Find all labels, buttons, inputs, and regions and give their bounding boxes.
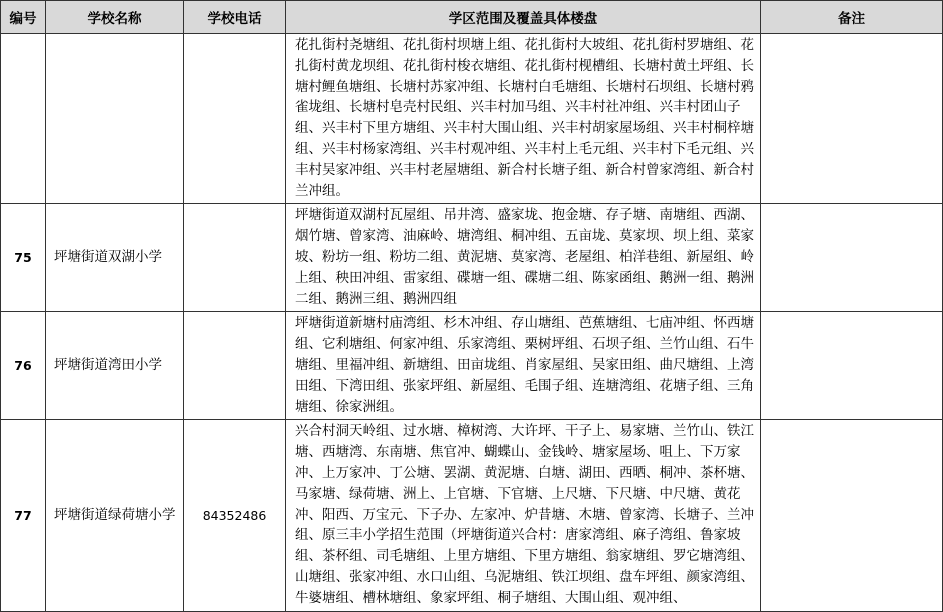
header-school-phone: 学校电话 bbox=[184, 1, 286, 34]
table-row bbox=[1, 204, 943, 312]
row-school-phone: 84352486 bbox=[184, 420, 286, 612]
row-district-scope: 坪塘街道新塘村庙湾组、杉木冲组、存山塘组、芭蕉塘组、七庙冲组、怀西塘组、它利塘组、何家冲组、乐家湾组、栗树坪组、石坝子组、兰竹山组、石牛塘组、里福冲组、新塘组、田亩垅组、肖家屋组、吴家田组、曲尺塘组、上湾田组、下湾田组、张家坪组、新屋组、毛围子组、连塘湾组、花塘子组、三角塘组、徐家洲组。 bbox=[286, 312, 761, 420]
row-school-name: 坪塘街道双湖小学 bbox=[46, 204, 184, 312]
row-school-name: 坪塘街道绿荷塘小学 bbox=[46, 420, 184, 612]
row-school-phone bbox=[184, 34, 286, 204]
table-header bbox=[1, 1, 943, 34]
row-remarks bbox=[761, 312, 943, 420]
table-row bbox=[1, 312, 943, 420]
row-remarks bbox=[761, 420, 943, 612]
table-row bbox=[1, 420, 943, 612]
header-school-name: 学校名称 bbox=[46, 1, 184, 34]
row-school-name bbox=[46, 34, 184, 204]
row-district-scope: 花扎街村尧塘组、花扎街村坝塘上组、花扎街村大坡组、花扎街村罗塘组、花扎街村黄龙坝组、花扎街村梭衣塘组、花扎街村枧槽组、长塘村黄土坪组、长塘村鲤鱼塘组、长塘村苏家冲组、长塘村白毛塘组、长塘村石坝组、长塘村鸦雀垅组、长塘村皂壳村民组、兴丰村加马组、兴丰村社冲组、兴丰村团山子组、兴丰村下里方塘组、兴丰村大围山组、兴丰村胡家屋场组、兴丰村桐梓塘组、兴丰村杨家湾组、兴丰村观冲组、兴丰村上毛元组、兴丰村下毛元组、兴丰村吴家冲组、兴丰村老屋塘组、新合村长塘子组、新合村曾家湾组、新合村兰冲组。 bbox=[286, 34, 761, 204]
row-school-phone bbox=[184, 204, 286, 312]
row-district-scope: 坪塘街道双湖村瓦屋组、吊井湾、盛家垅、抱金塘、存子塘、南塘组、西湖、烟竹塘、曾家湾、油麻岭、塘湾组、桐冲组、五亩垅、莫家坝、坝上组、菜家坡、粉坊一组、粉坊二组、黄泥塘、莫家湾、老屋组、柏洋巷组、新屋组、岭上组、秧田冲组、雷家组、碟塘一组、碟塘二组、陈家函组、鹅洲一组、鹅洲二组、鹅洲三组、鹅洲四组 bbox=[286, 204, 761, 312]
table-body bbox=[1, 34, 943, 612]
header-num: 编号 bbox=[1, 1, 46, 34]
row-num: 76 bbox=[1, 312, 46, 420]
row-school-phone bbox=[184, 312, 286, 420]
row-remarks bbox=[761, 204, 943, 312]
header-remarks: 备注 bbox=[761, 1, 943, 34]
header-district-scope: 学区范围及覆盖具体楼盘 bbox=[286, 1, 761, 34]
row-remarks bbox=[761, 34, 943, 204]
row-num: 77 bbox=[1, 420, 46, 612]
row-num bbox=[1, 34, 46, 204]
row-school-name: 坪塘街道湾田小学 bbox=[46, 312, 184, 420]
header-row bbox=[1, 1, 943, 34]
row-district-scope: 兴合村洞天岭组、过水塘、樟树湾、大许坪、干子上、易家塘、兰竹山、铁江塘、西塘湾、东南塘、焦官冲、蝴蝶山、金钱岭、塘家屋场、咀上、下万家冲、上万家冲、丁公塘、罢湖、黄泥塘、白塘、湖田、西晒、桐冲、茶杯塘、马家塘、绿荷塘、洲上、上官塘、下官塘、上尺塘、下尺塘、中尺塘、黄花冲、阳西、万宝元、下子办、左家冲、炉昔塘、木塘、曾家湾、长塘子、兰冲组、原三丰小学招生范围（坪塘街道兴合村：唐家湾组、麻子湾组、鲁家坡组、茶杯组、司毛塘组、上里方塘组、下里方塘组、翁家塘组、罗它塘湾组、山塘组、张家冲组、水口山组、乌泥塘组、铁江坝组、盘车坪组、颜家湾组、牛婆塘组、槽林塘组、象家坪组、桐子塘组、大围山组、观冲组、 bbox=[286, 420, 761, 612]
row-num: 75 bbox=[1, 204, 46, 312]
table-row bbox=[1, 34, 943, 204]
